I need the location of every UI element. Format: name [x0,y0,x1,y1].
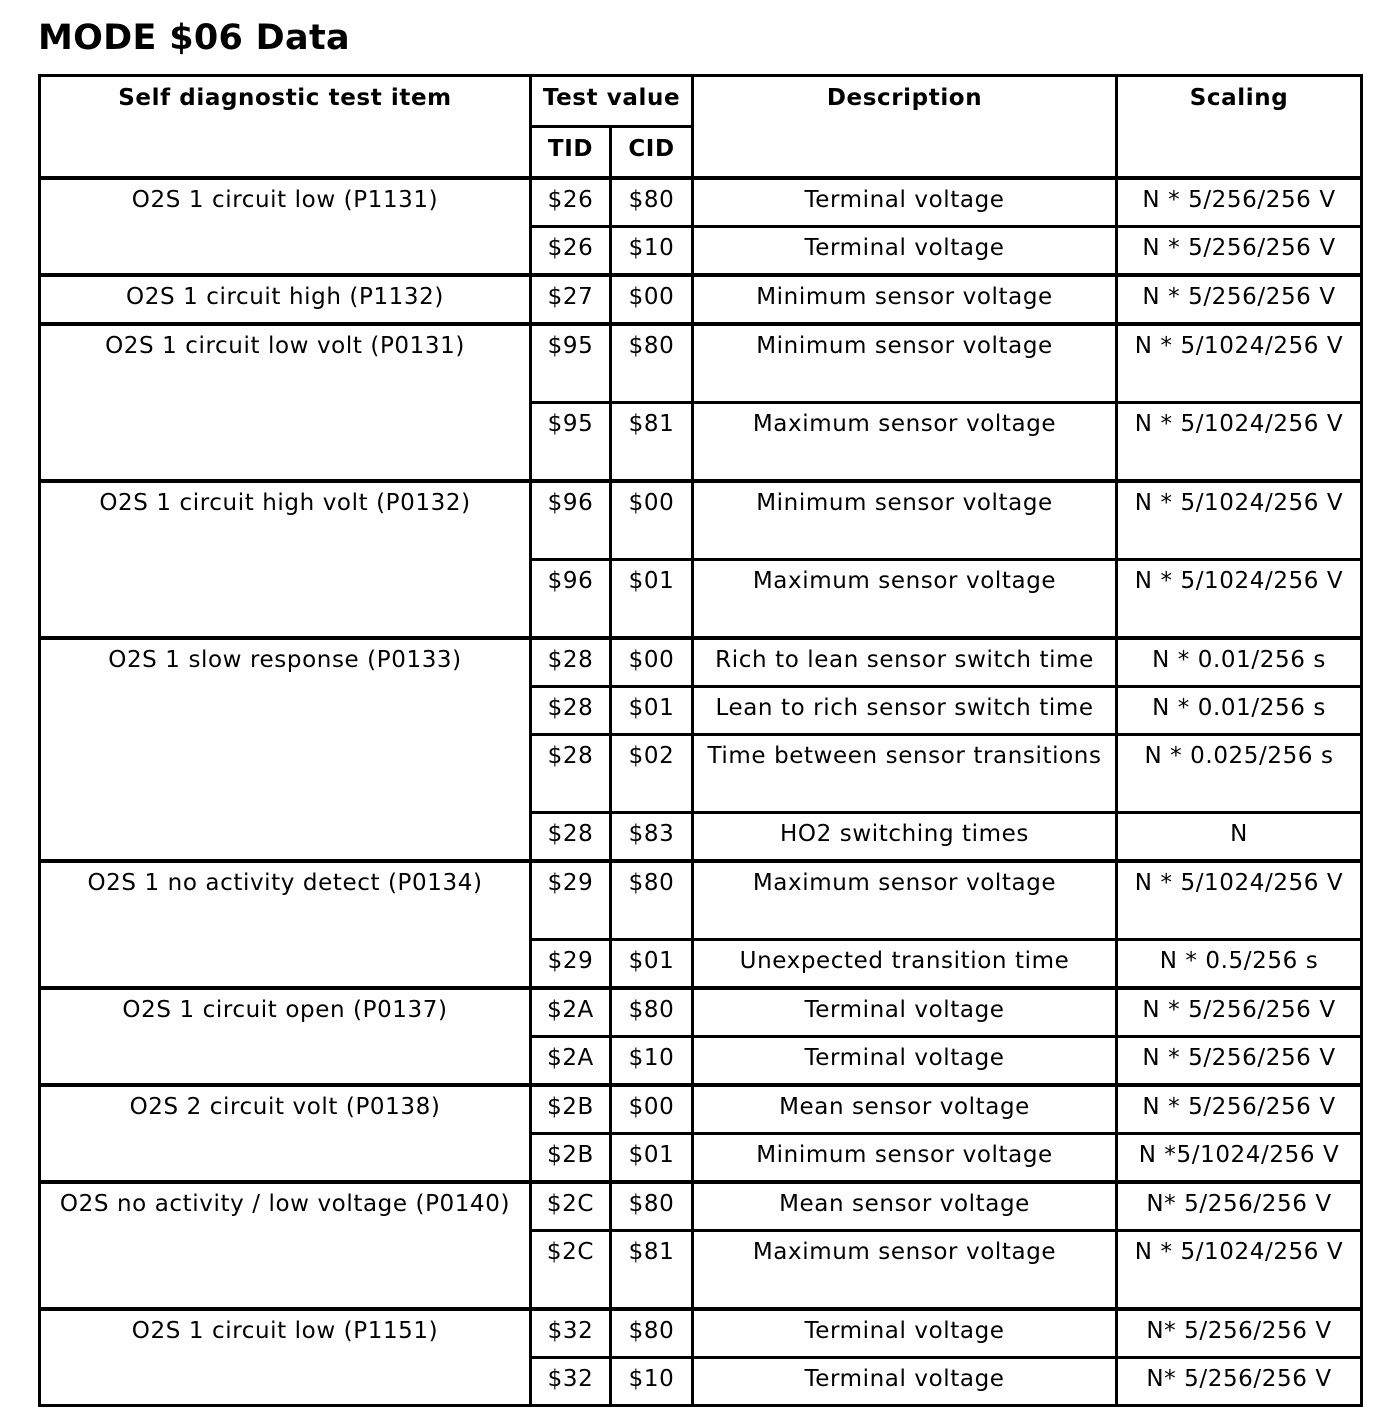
description-cell: Terminal voltage [693,1358,1117,1406]
tid-cell: $2B [531,1134,611,1183]
table-row [40,324,1362,403]
description-cell: Terminal voltage [693,1309,1117,1358]
tid-cell: $96 [531,560,611,639]
table-row [40,178,1362,227]
table-row [40,1085,1362,1134]
description-cell: Lean to rich sensor switch time [693,687,1117,735]
cid-cell: $80 [611,988,693,1037]
cid-cell: $80 [611,1182,693,1231]
table-row [40,1182,1362,1231]
description-cell: Minimum sensor voltage [693,275,1117,324]
tid-cell: $96 [531,481,611,560]
tid-cell: $95 [531,324,611,403]
cid-cell: $81 [611,403,693,482]
table-row [40,638,1362,687]
cid-cell: $00 [611,481,693,560]
cid-cell: $81 [611,1231,693,1310]
scaling-cell: N * 0.01/256 s [1117,687,1362,735]
test-item-cell: O2S no activity / low voltage (P0140) [40,1182,531,1309]
tid-cell: $29 [531,940,611,989]
header-description: Description [693,76,1117,179]
description-cell: Terminal voltage [693,227,1117,276]
header-test-value: Test value [531,76,693,127]
tid-cell: $28 [531,735,611,813]
page-title: MODE $06 Data [38,18,350,58]
scaling-cell: N * 0.01/256 s [1117,638,1362,687]
scaling-cell: N * 5/256/256 V [1117,178,1362,227]
cid-cell: $80 [611,324,693,403]
cid-cell: $01 [611,1134,693,1183]
test-item-cell: O2S 1 circuit high (P1132) [40,275,531,324]
cid-cell: $80 [611,1309,693,1358]
description-cell: Mean sensor voltage [693,1182,1117,1231]
cid-cell: $02 [611,735,693,813]
tid-cell: $2B [531,1085,611,1134]
table-row [40,861,1362,940]
tid-cell: $95 [531,403,611,482]
tid-cell: $2C [531,1231,611,1310]
scaling-cell: N* 5/256/256 V [1117,1309,1362,1358]
description-cell: Terminal voltage [693,988,1117,1037]
scaling-cell: N * 5/1024/256 V [1117,324,1362,403]
test-item-cell: O2S 1 no activity detect (P0134) [40,861,531,988]
test-item-cell: O2S 2 circuit volt (P0138) [40,1085,531,1182]
cid-cell: $83 [611,813,693,862]
test-item-cell: O2S 1 circuit low volt (P0131) [40,324,531,481]
scaling-cell: N * 5/256/256 V [1117,227,1362,276]
description-cell: Maximum sensor voltage [693,560,1117,639]
description-cell: Rich to lean sensor switch time [693,638,1117,687]
scaling-cell: N * 5/1024/256 V [1117,560,1362,639]
description-cell: Terminal voltage [693,1037,1117,1086]
tid-cell: $28 [531,687,611,735]
mode06-table [38,74,1363,1407]
description-cell: Minimum sensor voltage [693,324,1117,403]
cid-cell: $01 [611,687,693,735]
scaling-cell: N * 5/256/256 V [1117,1085,1362,1134]
scaling-cell: N * 5/256/256 V [1117,1037,1362,1086]
cid-cell: $80 [611,861,693,940]
description-cell: Minimum sensor voltage [693,481,1117,560]
scaling-cell: N *5/1024/256 V [1117,1134,1362,1183]
table-row [40,988,1362,1037]
test-item-cell: O2S 1 circuit low (P1151) [40,1309,531,1406]
table-row [40,275,1362,324]
tid-cell: $28 [531,813,611,862]
scaling-cell: N * 5/1024/256 V [1117,403,1362,482]
cid-cell: $10 [611,1358,693,1406]
scaling-cell: N * 5/1024/256 V [1117,1231,1362,1310]
description-cell: Time between sensor transitions [693,735,1117,813]
scaling-cell: N* 5/256/256 V [1117,1358,1362,1406]
tid-cell: $2A [531,988,611,1037]
table-body [40,178,1362,1406]
scaling-cell: N [1117,813,1362,862]
test-item-cell: O2S 1 slow response (P0133) [40,638,531,861]
cid-cell: $00 [611,275,693,324]
header-item: Self diagnostic test item [40,76,531,179]
tid-cell: $29 [531,861,611,940]
description-cell: Maximum sensor voltage [693,861,1117,940]
description-cell: Terminal voltage [693,178,1117,227]
scaling-cell: N* 5/256/256 V [1117,1182,1362,1231]
scaling-cell: N * 0.5/256 s [1117,940,1362,989]
description-cell: Maximum sensor voltage [693,403,1117,482]
description-cell: HO2 switching times [693,813,1117,862]
scaling-cell: N * 0.025/256 s [1117,735,1362,813]
cid-cell: $10 [611,227,693,276]
header-row [40,76,1362,127]
header-cid: CID [611,127,693,179]
table-header [40,76,1362,179]
scaling-cell: N * 5/256/256 V [1117,988,1362,1037]
tid-cell: $2A [531,1037,611,1086]
tid-cell: $28 [531,638,611,687]
cid-cell: $00 [611,1085,693,1134]
scaling-cell: N * 5/1024/256 V [1117,861,1362,940]
description-cell: Mean sensor voltage [693,1085,1117,1134]
tid-cell: $26 [531,178,611,227]
tid-cell: $2C [531,1182,611,1231]
cid-cell: $01 [611,560,693,639]
description-cell: Minimum sensor voltage [693,1134,1117,1183]
tid-cell: $32 [531,1309,611,1358]
cid-cell: $00 [611,638,693,687]
table-row [40,481,1362,560]
test-item-cell: O2S 1 circuit low (P1131) [40,178,531,275]
description-cell: Unexpected transition time [693,940,1117,989]
table-row [40,1309,1362,1358]
cid-cell: $01 [611,940,693,989]
scaling-cell: N * 5/1024/256 V [1117,481,1362,560]
header-tid: TID [531,127,611,179]
tid-cell: $26 [531,227,611,276]
tid-cell: $32 [531,1358,611,1406]
cid-cell: $80 [611,178,693,227]
header-scaling: Scaling [1117,76,1362,179]
scaling-cell: N * 5/256/256 V [1117,275,1362,324]
test-item-cell: O2S 1 circuit open (P0137) [40,988,531,1085]
description-cell: Maximum sensor voltage [693,1231,1117,1310]
cid-cell: $10 [611,1037,693,1086]
test-item-cell: O2S 1 circuit high volt (P0132) [40,481,531,638]
tid-cell: $27 [531,275,611,324]
